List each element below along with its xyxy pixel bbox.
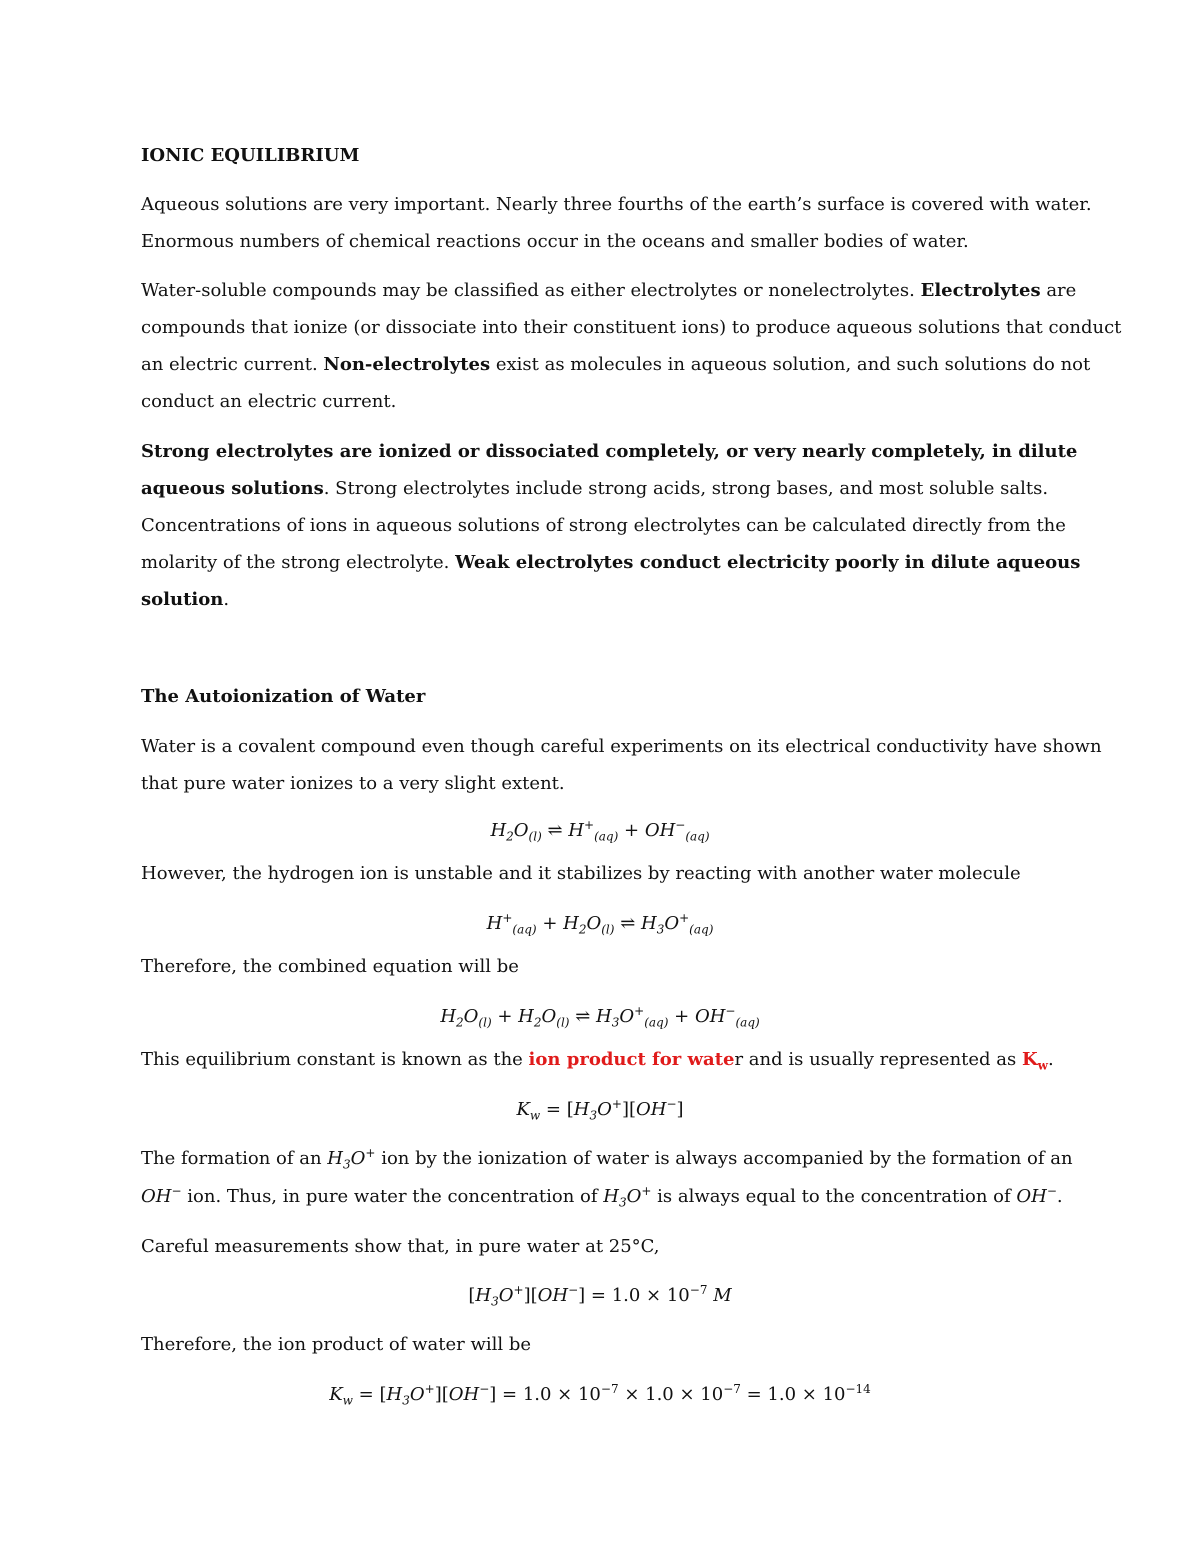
para-strong-line4: molarity of the strong electrolyte. Weak electrolytes conduct electricity poorly in dilute aqueous [141,552,1081,573]
para-aqueous-line2: Enormous numbers of chemical reactions occur in the oceans and smaller bodies of water. [141,231,969,252]
para-strong-line2: aqueous solutions. Strong electrolytes include strong acids, strong bases, and most soluble salts. [141,478,1049,499]
equation-autoionization: $H_2O_{(l)}$ ⇌ $H^+_{(aq)} + OH^-_{(aq)}$ [490,818,710,844]
para-electrolytes-line2: compounds that ionize (or dissociate into their constituent ions) to produce aqueous solutions that conduct [141,317,1122,338]
para-hydrogen-ion: However, the hydrogen ion is unstable and it stabilizes by reacting with another water molecule [141,863,1021,884]
para-aqueous-line1: Aqueous solutions are very important. Nearly three fourths of the earth’s surface is covered with water. [141,194,1092,215]
equation-kw-definition: $K_w = [H_3O^+][OH^-]$ [516,1097,684,1123]
para-strong-line1: Strong electrolytes are ionized or dissociated completely, or very nearly completely, in dilute [141,441,1078,462]
equation-concentration: $[H_3O^+][OH^-] = 1.0 \times 10^{-7}$ M [468,1283,732,1309]
para-electrolytes-line3: an electric current. Non-electrolytes exist as molecules in aqueous solution, and such solutions do not [141,354,1091,375]
para-ion-product-will-be: Therefore, the ion product of water will be [141,1334,532,1355]
para-strong-line5: solution. [141,589,230,610]
section-heading: The Autoionization of Water [141,686,426,707]
para-ion-product: This equilibrium constant is known as the ion product for water and is usually represented as $K_w$. [141,1049,1054,1073]
doc-title: IONIC EQUILIBRIUM [141,145,360,166]
para-measurements: Careful measurements show that, in pure water at 25°C, [141,1236,660,1257]
para-strong-line3: Concentrations of ions in aqueous solutions of strong electrolytes can be calculated directly from the [141,515,1066,536]
equation-hydronium: $H^+_{(aq)} + H_2O_{(l)}$ ⇌ $H_3O^+_{(aq)}$ [486,911,714,937]
equation-combined: $H_2O_{(l)} + H_2O_{(l)}$ ⇌ $H_3O^+_{(aq)} + OH^-_{(aq)}$ [440,1004,760,1030]
para-combined: Therefore, the combined equation will be [141,956,519,977]
para-electrolytes-line4: conduct an electric current. [141,391,397,412]
kw-symbol: $K_w$ [1021,1049,1048,1073]
para-formation-line1: The formation of an $H_3O^+$ ion by the ionization of water is always accompanied by the formation of an [141,1146,1073,1172]
para-covalent-line1: Water is a covalent compound even though careful experiments on its electrical conductivity have shown [141,736,1102,757]
equation-kw-value: $K_w = [H_3O^+][OH^-] = 1.0 \times 10^{-7} \times 1.0 \times 10^{-7} = 1.0 \times 10^{-14}$ [329,1382,871,1408]
ion-product-highlight: ion product for wate [528,1049,735,1070]
para-electrolytes-line1: Water-soluble compounds may be classified as either electrolytes or nonelectrolytes. Electrolytes are [141,280,1077,301]
para-formation-line2: OH− ion. Thus, in pure water the concentration of $H_3O^+$ is always equal to the concentration of OH−. [141,1184,1063,1210]
para-covalent-line2: that pure water ionizes to a very slight extent. [141,773,565,794]
